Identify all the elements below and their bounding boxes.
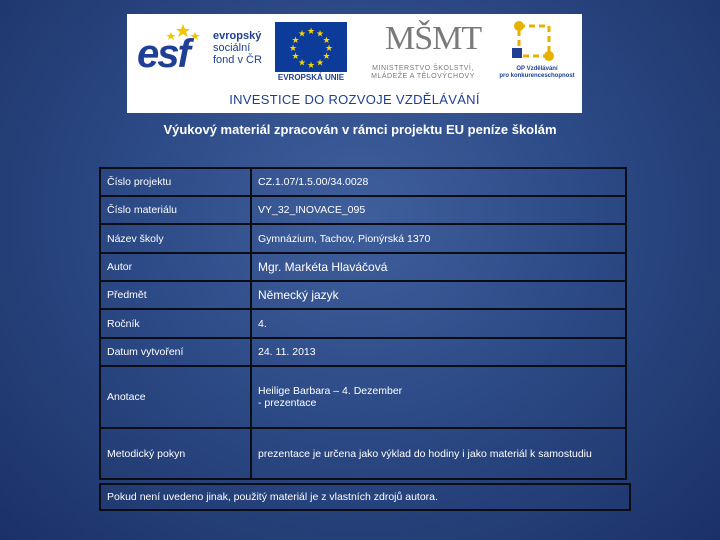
- row-key: Ročník: [100, 309, 251, 338]
- table-row: [100, 168, 626, 196]
- row-value: 4.: [251, 309, 626, 338]
- svg-text:★: ★: [324, 44, 334, 54]
- row-value: VY_32_INOVACE_095: [251, 196, 626, 224]
- svg-text:★: ★: [315, 58, 325, 69]
- row-key: Metodický pokyn: [100, 428, 251, 479]
- op-caption-line: pro konkurenceschopnost: [499, 73, 575, 79]
- svg-text:★: ★: [288, 44, 298, 54]
- table-row: [100, 281, 626, 309]
- row-value: Gymnázium, Tachov, Pionýrská 1370: [251, 224, 626, 253]
- row-value: Německý jazyk: [251, 281, 626, 309]
- annotation-line: - prezentace: [258, 397, 317, 409]
- msmt-logo: [363, 20, 483, 82]
- banner-tagline: INVESTICE DO ROZVOJE VZDĚLÁVÁNÍ: [229, 92, 480, 107]
- svg-text:★: ★: [297, 58, 307, 69]
- msmt-caption: [363, 65, 483, 81]
- row-value: prezentace je určena jako výklad do hodiny i jako materiál k samostudiu: [251, 428, 626, 479]
- esf-caption: [213, 30, 262, 66]
- op-emblem-icon: [497, 18, 577, 66]
- svg-text:★: ★: [291, 52, 300, 62]
- row-value: 24. 11. 2013: [251, 338, 626, 366]
- row-key: Předmět: [100, 281, 251, 309]
- annotation-line: Heilige Barbara – 4. Dezember: [258, 385, 403, 397]
- table-row: [100, 196, 626, 224]
- op-caption-line: OP Vzdělávání: [516, 66, 558, 72]
- esf-caption-line: sociální: [213, 42, 251, 54]
- table-row: [100, 428, 626, 479]
- table-row: [100, 309, 626, 338]
- eu-label: EVROPSKÁ UNIE: [277, 73, 345, 82]
- table-row: [100, 253, 626, 281]
- eu-flag-icon: [275, 22, 347, 72]
- footer-note: Pokud není uvedeno jinak, použitý materiál je z vlastních zdrojů autora.: [99, 483, 631, 511]
- svg-text:★: ★: [291, 36, 300, 46]
- row-key: Číslo projektu: [100, 168, 251, 196]
- msmt-caption-line: MLÁDEŽE A TĚLOVÝCHOVY: [371, 73, 475, 80]
- row-key: Číslo materiálu: [100, 196, 251, 224]
- svg-text:★: ★: [322, 52, 331, 62]
- row-value: Mgr. Markéta Hlaváčová: [251, 253, 626, 281]
- op-logo: [497, 18, 577, 88]
- svg-text:★: ★: [322, 36, 331, 46]
- svg-text:★: ★: [306, 27, 316, 37]
- row-key: Datum vytvoření: [100, 338, 251, 366]
- table-row: [100, 338, 626, 366]
- logo-banner: [127, 14, 582, 113]
- table-row: [100, 224, 626, 253]
- esf-caption-line: fond v ČR: [213, 54, 262, 66]
- row-key: Autor: [100, 253, 251, 281]
- msmt-caption-line: MINISTERSTVO ŠKOLSTVÍ,: [372, 65, 474, 72]
- table-row: [100, 366, 626, 428]
- row-key: Název školy: [100, 224, 251, 253]
- msmt-mark: MŠMT: [385, 20, 482, 57]
- project-info-table: [99, 167, 627, 480]
- esf-logo: [137, 20, 267, 86]
- page-subtitle: Výukový materiál zpracován v rámci projektu EU peníze školám: [163, 122, 557, 137]
- op-caption: [497, 66, 577, 80]
- esf-caption-line: evropský: [213, 30, 262, 42]
- row-key: Anotace: [100, 366, 251, 428]
- esf-mark: esf: [137, 32, 189, 76]
- row-value: [251, 366, 626, 428]
- row-value: CZ.1.07/1.5.00/34.0028: [251, 168, 626, 196]
- svg-text:★: ★: [297, 29, 307, 40]
- svg-text:★: ★: [315, 29, 325, 40]
- svg-text:★: ★: [306, 61, 316, 71]
